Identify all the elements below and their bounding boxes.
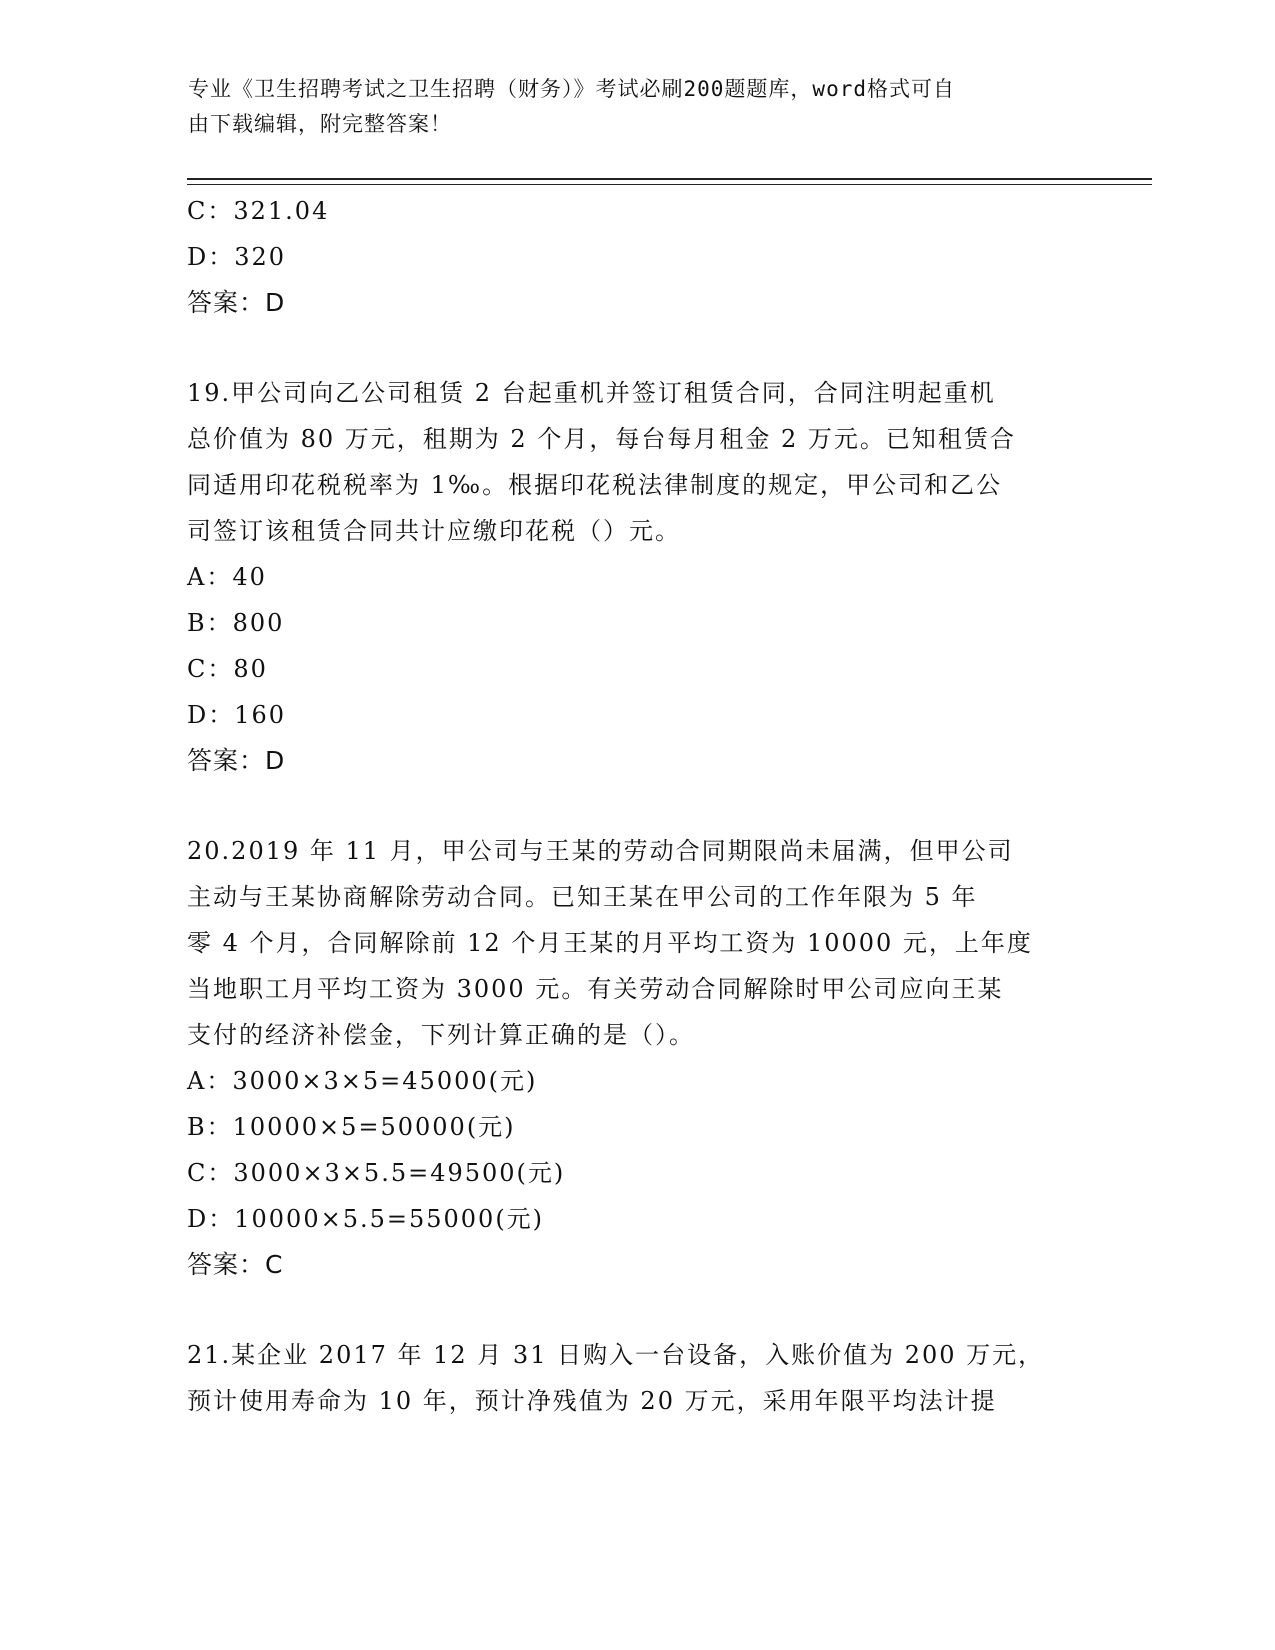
header-line-1: 专业《卫生招聘考试之卫生招聘（财务）》考试必刷200题题库，word格式可自 <box>188 77 955 101</box>
header-rule-thin <box>187 184 1152 185</box>
option-a: A：3000×3×5=45000(元) <box>187 1067 538 1095</box>
question-text-line: 支付的经济补偿金，下列计算正确的是（）。 <box>187 1021 695 1049</box>
header-rule-thick <box>187 178 1152 180</box>
document-body <box>187 188 1087 1424</box>
question-text-line: 主动与王某协商解除劳动合同。已知王某在甲公司的工作年限为 5 年 <box>187 883 978 911</box>
option-d: D：160 <box>187 701 287 729</box>
question-text-line: 21.某企业 2017 年 12 月 31 日购入一台设备，入账价值为 200 万元， <box>187 1341 1045 1369</box>
spacer <box>187 784 1087 828</box>
option-c: C：321.04 <box>187 197 330 225</box>
question-text-line: 预计使用寿命为 10 年，预计净残值为 20 万元，采用年限平均法计提 <box>187 1387 997 1415</box>
prev-question <box>187 188 1087 326</box>
question-text-line: 当地职工月平均工资为 3000 元。有关劳动合同解除时甲公司应向王某 <box>187 975 1004 1003</box>
question-19 <box>187 370 1087 784</box>
option-b: B：10000×5=50000(元) <box>187 1113 516 1141</box>
question-text-line: 总价值为 80 万元，租期为 2 个月，每台每月租金 2 万元。已知租赁合 <box>187 425 1016 453</box>
option-d: D：10000×5.5=55000(元) <box>187 1205 545 1233</box>
answer: 答案：D <box>187 288 286 317</box>
question-20 <box>187 828 1087 1288</box>
question-text-line: 同适用印花税税率为 1‰。根据印花税法律制度的规定，甲公司和乙公 <box>187 471 1003 499</box>
question-21 <box>187 1332 1087 1424</box>
question-text-line: 19.甲公司向乙公司租赁 2 台起重机并签订租赁合同，合同注明起重机 <box>187 379 996 407</box>
option-c: C：3000×3×5.5=49500(元) <box>187 1159 566 1187</box>
header-line-2: 由下载编辑，附完整答案！ <box>188 112 452 136</box>
spacer <box>187 326 1087 370</box>
spacer <box>187 1288 1087 1332</box>
answer: 答案：C <box>187 1250 284 1279</box>
question-text-line: 20.2019 年 11 月，甲公司与王某的劳动合同期限尚未届满，但甲公司 <box>187 837 1014 865</box>
option-a: A：40 <box>187 563 267 591</box>
question-text-line: 零 4 个月，合同解除前 12 个月王某的月平均工资为 10000 元，上年度 <box>187 929 1033 957</box>
option-d: D：320 <box>187 243 287 271</box>
answer: 答案：D <box>187 746 286 775</box>
document-header <box>188 72 1068 142</box>
question-text-line: 司签订该租赁合同共计应缴印花税（）元。 <box>187 517 681 545</box>
option-b: B：800 <box>187 609 285 637</box>
option-c: C：80 <box>187 655 268 683</box>
